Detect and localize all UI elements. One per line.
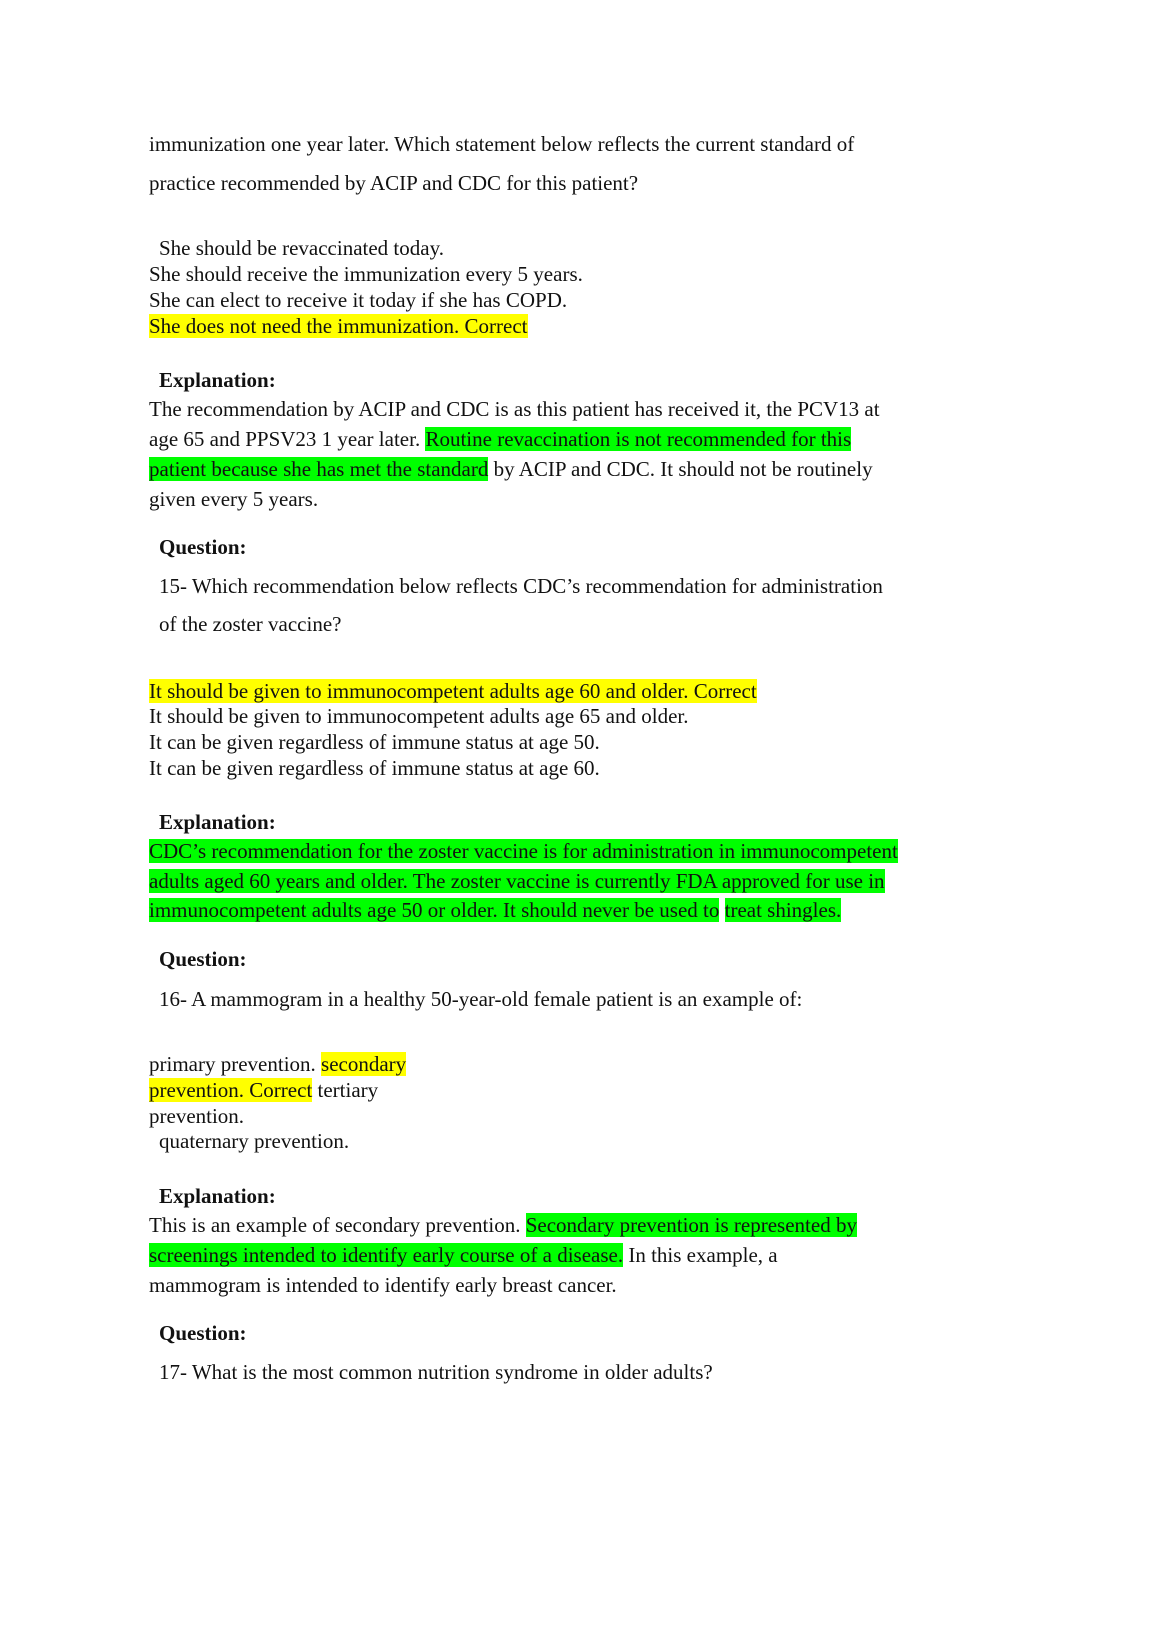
plain-text: by ACIP and CDC. It should not be routinely	[488, 457, 873, 481]
q15-explanation-line-1	[149, 836, 898, 867]
q15-heading: Question:	[159, 535, 247, 559]
q15-stem-line-1: 15- Which recommendation below reflects CDC’s recommendation for administration	[159, 574, 883, 598]
key-point-highlight: CDC’s recommendation for the zoster vaccine is for administration in immunocompetent	[149, 839, 898, 863]
q14-stem-line-2: practice recommended by ACIP and CDC for this patient?	[149, 171, 639, 195]
q14-explanation-heading: Explanation:	[159, 368, 276, 392]
q16-stem: 16- A mammogram in a healthy 50-year-old female patient is an example of:	[159, 987, 803, 1011]
q15-stem-line-2: of the zoster vaccine?	[159, 612, 342, 636]
q15-option-b: It should be given to immunocompetent adults age 65 and older.	[149, 704, 689, 728]
correct-answer-highlight: It should be given to immunocompetent adults age 60 and older. Correct	[149, 679, 757, 703]
q14-stem-line-1: immunization one year later. Which statement below reflects the current standard of	[149, 132, 855, 156]
key-point-highlight: screenings intended to identify early course of a disease.	[149, 1243, 624, 1267]
q15-option-a-correct	[149, 678, 757, 705]
q16-explanation-line-2	[149, 1240, 778, 1271]
key-point-highlight: Routine revaccination is not recommended for this	[425, 427, 852, 451]
key-point-highlight: Secondary prevention is represented by	[525, 1213, 857, 1237]
plain-text: age 65 and PPSV23 1 year later.	[149, 427, 426, 451]
q15-explanation-line-2	[149, 866, 885, 897]
q15-option-c: It can be given regardless of immune status at age 50.	[149, 730, 600, 754]
plain-text: This is an example of secondary prevention.	[149, 1213, 526, 1237]
key-point-highlight: adults aged 60 years and older. The zoster vaccine is currently FDA approved for use in	[149, 869, 885, 893]
correct-answer-highlight: secondary	[321, 1052, 407, 1076]
q14-explanation-line-1: The recommendation by ACIP and CDC is as this patient has received it, the PCV13 at	[149, 397, 880, 421]
q16-options-line-3: prevention.	[149, 1104, 245, 1128]
q15-explanation-line-3	[149, 895, 841, 926]
q16-explanation-heading: Explanation:	[159, 1184, 276, 1208]
correct-answer-highlight: prevention. Correct	[149, 1078, 313, 1102]
q14-option-c: She can elect to receive it today if she has COPD.	[149, 288, 568, 312]
q16-heading: Question:	[159, 947, 247, 971]
q14-option-b: She should receive the immunization every 5 years.	[149, 262, 583, 286]
plain-text: tertiary	[312, 1078, 379, 1102]
q15-option-d: It can be given regardless of immune status at age 60.	[149, 756, 600, 780]
key-point-highlight: treat shingles.	[724, 898, 842, 922]
q14-option-a: She should be revaccinated today.	[159, 236, 444, 260]
q16-explanation-line-3: mammogram is intended to identify early breast cancer.	[149, 1273, 617, 1297]
q16-options-line-2	[149, 1077, 378, 1104]
q14-explanation-line-3	[149, 454, 873, 485]
plain-text: primary prevention.	[149, 1052, 322, 1076]
q17-heading: Question:	[159, 1321, 247, 1345]
q16-options-line-4: quaternary prevention.	[159, 1129, 350, 1153]
q14-explanation-line-4: given every 5 years.	[149, 487, 319, 511]
plain-text: In this example, a	[623, 1243, 778, 1267]
q14-option-d-correct	[149, 313, 528, 340]
q16-explanation-line-1	[149, 1210, 857, 1241]
correct-answer-highlight: She does not need the immunization. Correct	[149, 314, 528, 338]
q14-explanation-line-2	[149, 424, 851, 455]
q17-stem: 17- What is the most common nutrition syndrome in older adults?	[159, 1360, 713, 1384]
key-point-highlight: immunocompetent adults age 50 or older. It should never be used to	[149, 898, 720, 922]
q15-explanation-heading: Explanation:	[159, 810, 276, 834]
key-point-highlight: patient because she has met the standard	[149, 457, 489, 481]
q16-options-line-1	[149, 1051, 406, 1078]
